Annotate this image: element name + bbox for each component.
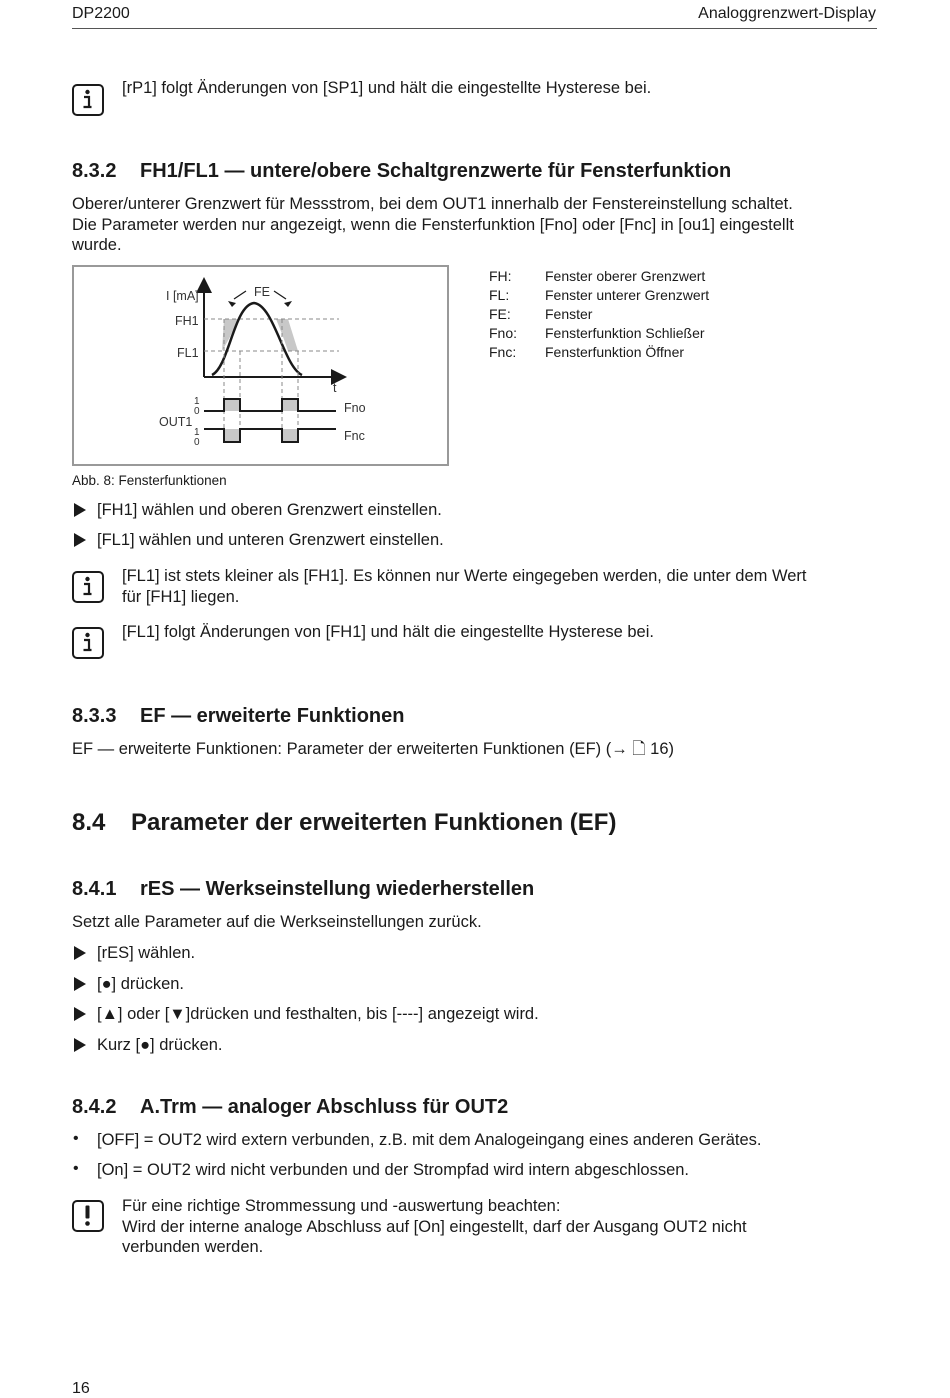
section-heading-8-3-2 [72,160,731,183]
section-title: EF — erweiterte Funktionen [140,705,405,727]
section-title: FH1/FL1 — untere/obere Schaltgrenzwerte für Fensterfunktion [140,160,732,182]
out1-label: OUT1 [159,415,193,429]
fnc-pulse [282,429,298,442]
legend-value: Fensterfunktion Schließer [545,325,705,341]
header-product: DP2200 [72,5,130,22]
section-heading-8-4-1 [72,878,534,901]
level-1-label: 1 [194,396,200,407]
list-item: [OFF] = OUT2 wird extern verbunden, z.B. mit dem Analogeingang eines anderen Gerätes. [97,1131,762,1149]
legend-value: Fenster [545,306,593,322]
section-heading-8-3-3 [72,705,404,728]
note-line: für [FH1] liegen. [122,587,240,606]
info-icon [72,571,104,603]
fno-pulse [282,399,298,411]
paragraph: wurde. [72,236,122,254]
header-divider [72,28,877,29]
fe-arrow [274,291,286,299]
legend-key: Fno: [489,325,518,341]
step-arrow-icon [74,1038,86,1052]
section-title: rES — Werkseinstellung wiederherstellen [140,878,535,900]
section-number: 8.3.3 [72,705,117,727]
paragraph: Setzt alle Parameter auf die Werkseinstellungen zurück. [72,913,482,931]
step-item: [▲] oder [▼]drücken und festhalten, bis [----] angezeigt wird. [97,1005,539,1023]
step-arrow-icon [74,1007,86,1021]
fe-arrow [234,291,246,299]
step-arrow-icon [74,503,86,517]
section-heading-8-4-2 [72,1096,508,1119]
step-item: [rES] wählen. [97,944,196,962]
fno-pulse [224,399,240,411]
step-item: [●] drücken. [97,975,185,993]
warning-line: Für eine richtige Strommessung und -auswertung beachten: [122,1197,561,1215]
level-0-label: 0 [194,437,200,448]
legend-value: Fenster unterer Grenzwert [545,287,710,303]
fh1-label: FH1 [175,314,199,328]
fno-label: Fno [344,401,366,415]
window-function-figure [72,265,449,466]
figure-caption: Abb. 8: Fensterfunktionen [72,473,227,488]
step-item: [FH1] wählen und oberen Grenzwert einstellen. [97,501,442,519]
warning-line: Wird der interne analoge Abschluss auf [On] eingestellt, darf der Ausgang OUT2 nicht [122,1217,747,1236]
step-arrow-icon [74,533,86,547]
level-0-label: 0 [194,406,200,417]
legend-value: Fensterfunktion Öffner [545,344,685,360]
header-title: Analoggrenzwert-Display [698,5,876,22]
bullet-dot-icon: • [73,1130,79,1147]
note-fl1: [FL1] folgt Änderungen von [FH1] und hält die eingestellte Hysterese bei. [122,623,654,641]
info-icon [72,627,104,659]
step-arrow-icon [74,946,86,960]
legend-key: FL: [489,287,510,303]
fnc-signal [204,429,336,442]
paragraph: Die Parameter werden nur angezeigt, wenn die Fensterfunktion [Fno] oder [Fnc] in [ou1] eingestellt [72,215,794,234]
fe-arrowhead [228,301,236,307]
fl1-label: FL1 [177,346,199,360]
section-number: 8.4.1 [72,878,117,900]
section-title: Parameter der erweiterten Funktionen (EF) [131,809,617,836]
info-icon [72,84,104,116]
section-number: 8.4 [72,809,106,836]
fno-signal [204,399,336,411]
step-item: [FL1] wählen und unteren Grenzwert einstellen. [97,531,444,549]
fnc-label: Fnc [344,429,365,443]
paragraph: EF — erweiterte Funktionen: Parameter der erweiterten Funktionen (EF) (→ 🗋 16) [72,740,674,758]
paragraph: Oberer/unterer Grenzwert für Messstrom, bei dem OUT1 innerhalb der Fenstereinstellung schaltet. [72,195,793,213]
note-rp1: [rP1] folgt Änderungen von [SP1] und hält die eingestellte Hysterese bei. [122,79,652,97]
t-label: t [333,381,337,395]
list-item: [On] = OUT2 wird nicht verbunden und der Strompfad wird intern abgeschlossen. [97,1161,690,1179]
legend-key: FE: [489,306,511,322]
page-number: 16 [72,1380,90,1397]
warning-line: verbunden werden. [122,1238,264,1256]
section-number: 8.4.2 [72,1096,117,1118]
note-line: [FL1] ist stets kleiner als [FH1]. Es können nur Werte eingegeben werden, die unter dem Wert [122,567,807,585]
section-title: A.Trm — analoger Abschluss für OUT2 [140,1096,509,1118]
section-heading-8-4 [72,809,616,837]
level-1-label: 1 [194,427,200,438]
y-axis-label: I [mA] [166,289,199,303]
window-function-diagram [74,267,447,464]
fe-arrowhead [284,301,292,307]
step-arrow-icon [74,977,86,991]
legend-value: Fenster oberer Grenzwert [545,268,706,284]
warning-icon [72,1200,104,1232]
step-item: Kurz [●] drücken. [97,1036,223,1054]
fnc-pulse [224,429,240,442]
legend-key: FH: [489,268,512,284]
legend-key: Fnc: [489,344,517,360]
bullet-dot-icon: • [73,1160,79,1177]
section-number: 8.3.2 [72,160,117,182]
fe-label: FE [254,285,270,299]
